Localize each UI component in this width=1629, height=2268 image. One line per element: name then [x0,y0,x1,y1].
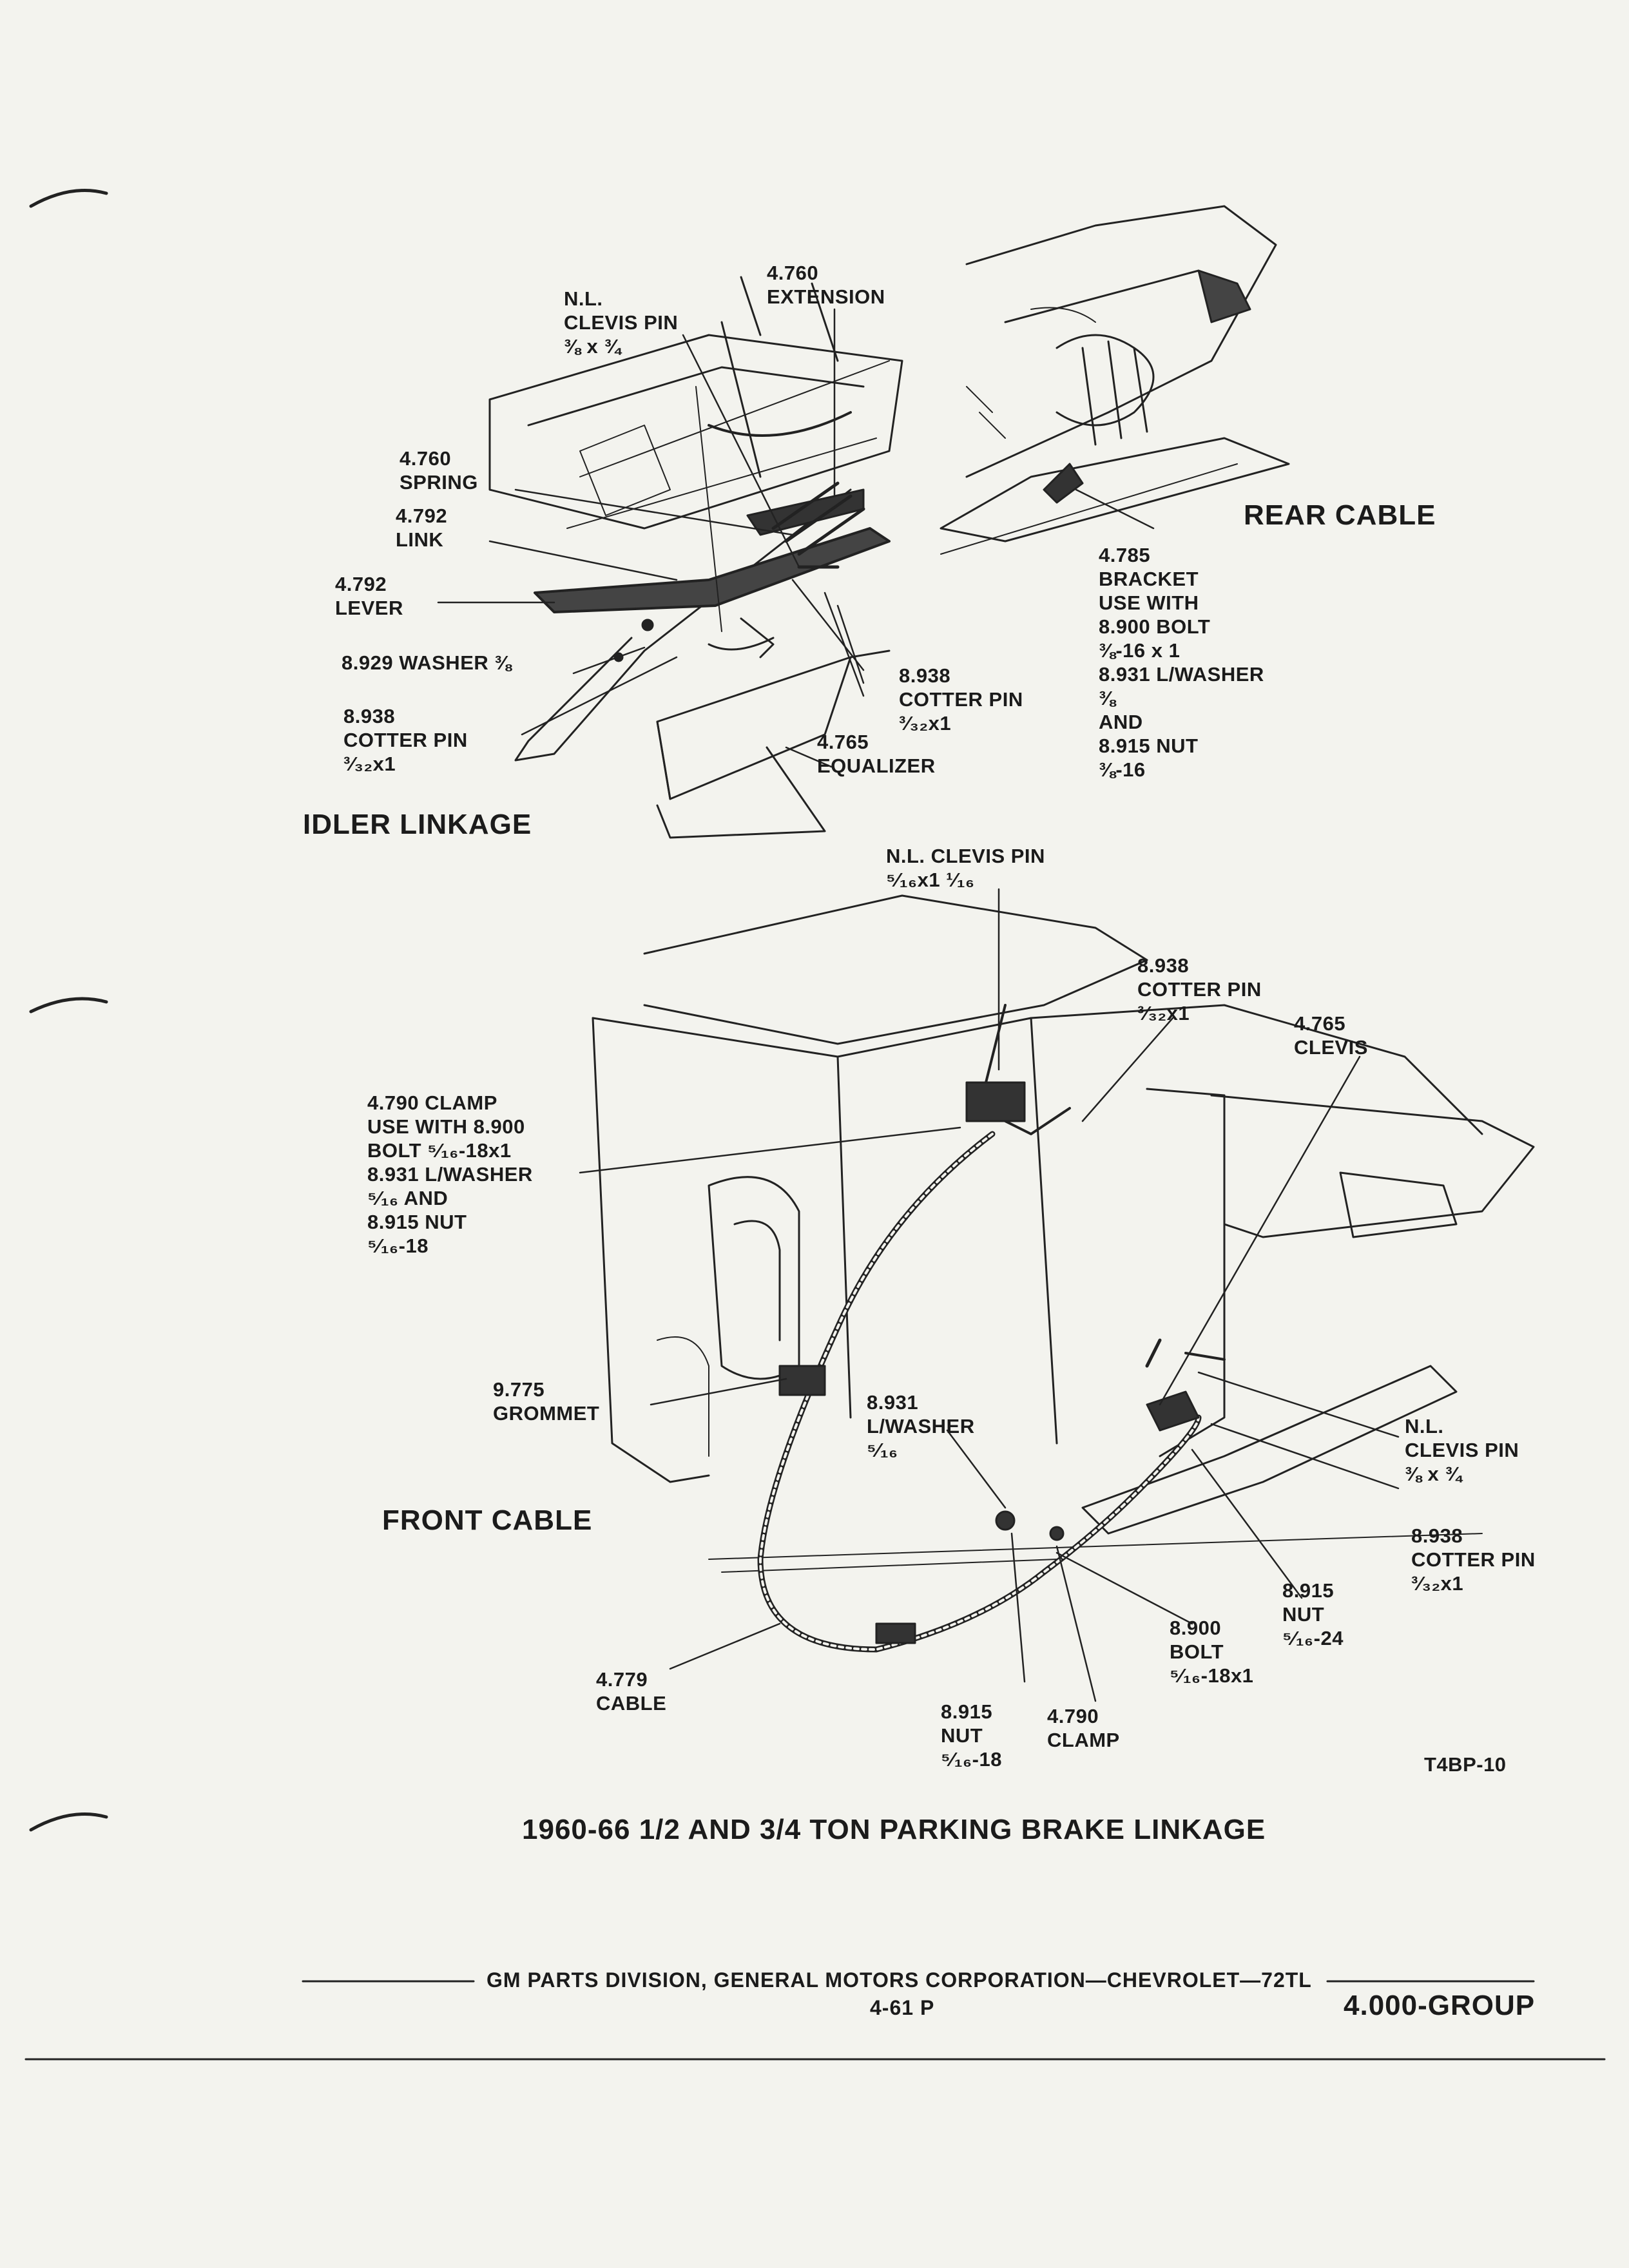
rear-cable-title: REAR CABLE [1244,499,1436,531]
callout-nl-clevis-pin-right: N.L. CLEVIS PIN ⅜ x ¾ [1405,1415,1519,1485]
callout-nl-clevis-pin-top: N.L. CLEVIS PIN ⅜ x ¾ [564,287,679,358]
callout-bracket: 4.785 BRACKET USE WITH 8.900 BOLT ⅜-16 x 1 8.931 L/WASHER ⅜ AND 8.915 NUT ⅜-16 [1099,544,1264,781]
footer-group: 4.000-GROUP [1344,1990,1536,2021]
footer-page-number: 4-61 P [870,1996,935,2019]
callout-clamp-bottom: 4.790 CLAMP [1047,1705,1120,1751]
callout-nut-right: 8.915 NUT ⁵⁄₁₆-24 [1282,1579,1344,1649]
margin-mark-top [31,191,106,207]
callout-equalizer: 4.765 EQUALIZER [817,731,936,777]
callout-extension: 4.760 EXTENSION [767,262,885,308]
front-cable-title: FRONT CABLE [382,1504,593,1536]
callout-spring: 4.760 SPRING [400,447,478,494]
callout-cotter-pin-front: 8.938 COTTER PIN ³⁄₃₂x1 [1137,954,1262,1024]
callout-nut-bottom: 8.915 NUT ⁵⁄₁₆-18 [941,1700,1002,1771]
callout-clamp-use-with: 4.790 CLAMP USE WITH 8.900 BOLT ⁵⁄₁₆-18x1 8.931 L/WASHER ⁵⁄₁₆ AND 8.915 NUT ⁵⁄₁₆-18 [367,1091,533,1257]
callout-nl-clevis-pin-front: N.L. CLEVIS PIN ⁵⁄₁₆x1 ¹⁄₁₆ [886,845,1045,891]
figure-caption: 1960-66 1/2 AND 3/4 TON PARKING BRAKE LINKAGE [522,1814,1266,1845]
margin-mark-middle [31,999,106,1012]
margin-mark-bottom [31,1814,106,1831]
front-cable-illustration [593,896,1534,1649]
callout-cable: 4.779 CABLE [596,1668,667,1715]
footer-division: GM PARTS DIVISION, GENERAL MOTORS CORPORATION—CHEVROLET—72TL [487,1968,1312,1992]
callout-lever: 4.792 LEVER [335,573,403,619]
callout-clevis: 4.765 CLEVIS [1294,1012,1368,1059]
callout-link: 4.792 LINK [396,505,448,551]
callout-washer: 8.929 WASHER ⅜ [342,651,512,674]
callout-bolt: 8.900 BOLT ⁵⁄₁₆-18x1 [1170,1617,1254,1687]
idler-linkage-title: IDLER LINKAGE [303,809,532,840]
rear-cable-illustration [941,206,1289,554]
callout-cotter-pin-mid: 8.938 COTTER PIN ³⁄₃₂x1 [899,664,1023,735]
figure-code: T4BP-10 [1424,1753,1507,1776]
callout-grommet: 9.775 GROMMET [493,1378,600,1425]
callout-cotter-pin-right: 8.938 COTTER PIN ³⁄₃₂x1 [1411,1524,1536,1595]
callout-lock-washer: 8.931 L/WASHER ⁵⁄₁₆ [867,1391,975,1461]
callout-cotter-pin-left: 8.938 COTTER PIN ³⁄₃₂x1 [343,705,468,775]
